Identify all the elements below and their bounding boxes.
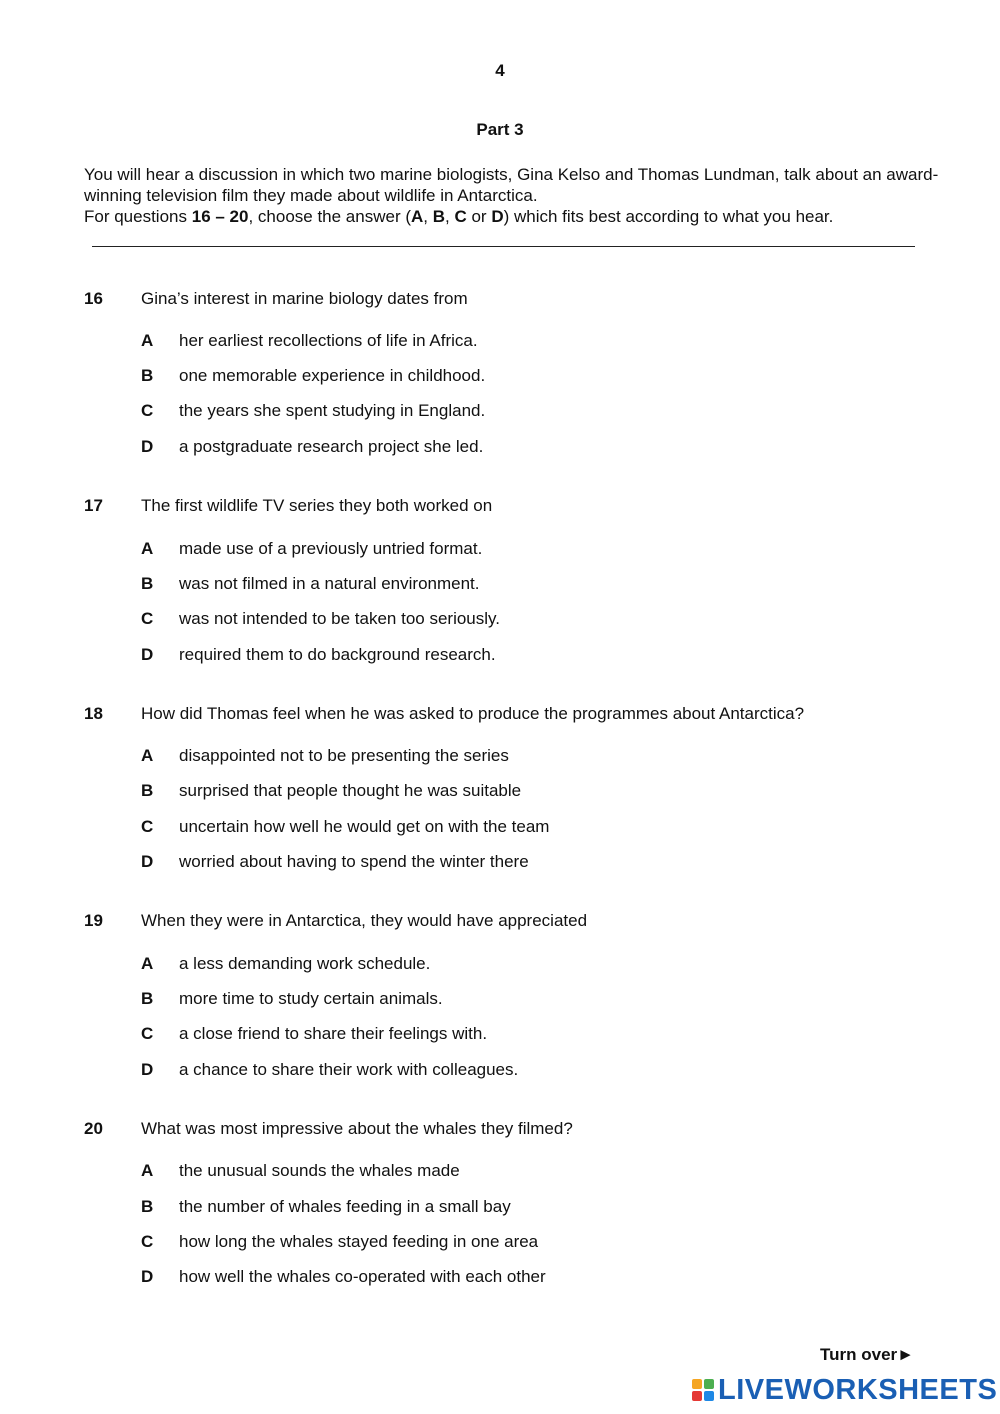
question-number: 16 [84,289,103,308]
sep2: , [445,207,455,226]
divider-line [92,246,915,247]
option-text[interactable]: the years she spent studying in England. [179,401,486,420]
option-letter: A [141,331,154,350]
logo-grid-icon [692,1379,714,1401]
option-letter: A [141,1161,154,1180]
logo-text: LIVEWORKSHEETS [718,1373,998,1406]
option-letter: A [141,746,154,765]
instruction-line [84,206,944,227]
option-text[interactable]: a close friend to share their feelings with. [179,1024,488,1043]
option-letter: B [141,781,154,800]
letter-b: B [432,207,446,226]
intro-text: You will hear a discussion in which two marine biologists, Gina Kelso and Thomas Lundman, talk about an award-winning television film they made about wildlife in Antarctica. [84,165,939,205]
question-number: 17 [84,496,103,515]
instr-mid: , choose the answer ( [248,207,411,226]
option-letter: A [141,539,154,558]
option-letter: A [141,954,154,973]
logo-square [704,1379,714,1389]
letter-c: C [454,207,467,226]
option-letter: D [141,1060,154,1079]
instr-post: ) which fits best according to what you hear. [503,207,834,226]
option-text[interactable]: her earliest recollections of life in Africa. [179,331,478,350]
question-number: 19 [84,911,103,930]
option-letter: D [141,852,154,871]
option-text[interactable]: worried about having to spend the winter there [179,852,529,871]
liveworksheets-logo[interactable] [692,1373,997,1407]
option-text[interactable]: was not filmed in a natural environment. [179,574,480,593]
option-letter: D [141,645,154,664]
part-title: Part 3 [476,120,524,139]
option-text[interactable]: the unusual sounds the whales made [179,1161,460,1180]
option-text[interactable]: more time to study certain animals. [179,989,443,1008]
option-text[interactable]: made use of a previously untried format. [179,539,483,558]
option-letter: C [141,1232,154,1251]
option-letter: D [141,1267,154,1286]
option-text[interactable]: was not intended to be taken too seriously. [179,609,500,628]
logo-square [704,1391,714,1401]
option-text[interactable]: how well the whales co-operated with each other [179,1267,546,1286]
option-letter: B [141,574,154,593]
logo-square [692,1391,702,1401]
option-text[interactable]: uncertain how well he would get on with the team [179,817,550,836]
letter-d: D [491,207,504,226]
question-number: 18 [84,704,103,723]
question-range: 16 – 20 [191,207,249,226]
question-stem: What was most impressive about the whales they filmed? [141,1119,573,1138]
sep1: , [423,207,433,226]
option-text[interactable]: disappointed not to be presenting the series [179,746,509,765]
question-stem: How did Thomas feel when he was asked to produce the programmes about Antarctica? [141,704,805,723]
option-text[interactable]: required them to do background research. [179,645,496,664]
question-stem: When they were in Antarctica, they would have appreciated [141,911,588,930]
option-text[interactable]: how long the whales stayed feeding in one area [179,1232,539,1251]
instructions [84,164,944,227]
option-text[interactable]: one memorable experience in childhood. [179,366,486,385]
option-text[interactable]: a postgraduate research project she led. [179,437,484,456]
option-text[interactable]: a chance to share their work with colleagues. [179,1060,519,1079]
option-letter: B [141,366,154,385]
option-letter: B [141,1197,154,1216]
option-text[interactable]: a less demanding work schedule. [179,954,431,973]
option-text[interactable]: the number of whales feeding in a small bay [179,1197,511,1216]
question-stem: The first wildlife TV series they both worked on [141,496,493,515]
instr-pre: For questions [84,207,192,226]
question-stem: Gina’s interest in marine biology dates from [141,289,468,308]
option-letter: C [141,401,154,420]
option-letter: C [141,609,154,628]
page-number: 4 [495,61,505,80]
question-number: 20 [84,1119,103,1138]
option-letter: C [141,817,154,836]
logo-square [692,1379,702,1389]
option-text[interactable]: surprised that people thought he was suitable [179,781,522,800]
turn-over-label: Turn over► [820,1345,914,1364]
letter-a: A [411,207,424,226]
option-letter: B [141,989,154,1008]
option-letter: C [141,1024,154,1043]
sep3: or [466,207,492,226]
option-letter: D [141,437,154,456]
